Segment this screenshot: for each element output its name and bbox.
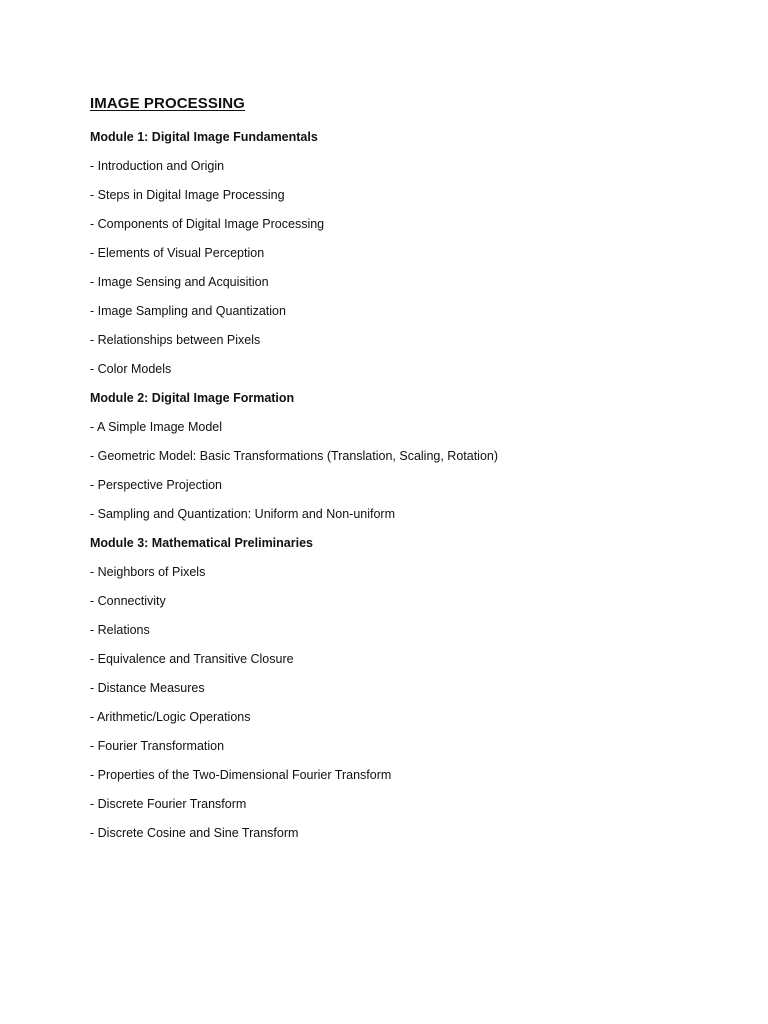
topic-item: - Geometric Model: Basic Transformations (Translation, Scaling, Rotation) [90, 449, 499, 463]
topic-item: - Equivalence and Transitive Closure [90, 652, 294, 666]
topic-item: - A Simple Image Model [90, 420, 223, 434]
module-heading: Module 1: Digital Image Fundamentals [90, 130, 318, 144]
topic-item: - Image Sensing and Acquisition [90, 275, 269, 289]
topic-item: - Discrete Cosine and Sine Transform [90, 826, 299, 840]
module-section [90, 529, 730, 848]
topic-item: - Discrete Fourier Transform [90, 797, 247, 811]
topic-item: - Distance Measures [90, 681, 205, 695]
topic-item: - Relations [90, 623, 150, 637]
document-title: IMAGE PROCESSING [90, 95, 245, 112]
topic-item: - Elements of Visual Perception [90, 246, 265, 260]
topic-item: - Neighbors of Pixels [90, 565, 206, 579]
topic-item: - Relationships between Pixels [90, 333, 261, 347]
topic-item: - Steps in Digital Image Processing [90, 188, 285, 202]
topic-item: - Properties of the Two-Dimensional Fourier Transform [90, 768, 392, 782]
module-heading: Module 2: Digital Image Formation [90, 391, 295, 405]
topic-item: - Introduction and Origin [90, 159, 225, 173]
topic-item: - Sampling and Quantization: Uniform and Non-uniform [90, 507, 396, 521]
module-heading: Module 3: Mathematical Preliminaries [90, 536, 313, 550]
topic-item: - Image Sampling and Quantization [90, 304, 286, 318]
document-content [90, 93, 730, 848]
module-section [90, 384, 730, 529]
topic-item: - Perspective Projection [90, 478, 223, 492]
topic-item: - Color Models [90, 362, 172, 376]
topic-item: - Connectivity [90, 594, 166, 608]
topic-item: - Fourier Transformation [90, 739, 225, 753]
topic-item: - Components of Digital Image Processing [90, 217, 325, 231]
topic-item: - Arithmetic/Logic Operations [90, 710, 251, 724]
module-section [90, 123, 730, 384]
